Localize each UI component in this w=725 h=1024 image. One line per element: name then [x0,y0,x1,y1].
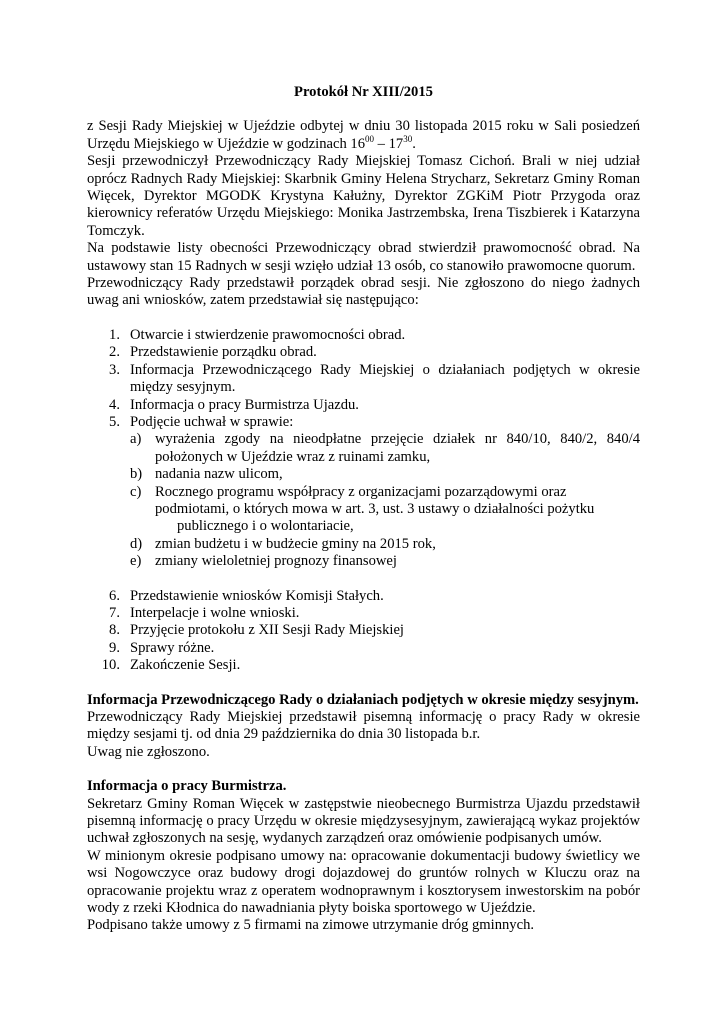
resolution-sublist [130,431,640,570]
agenda-number: 9. [109,639,120,656]
agenda-text: Przyjęcie protokołu z XII Sesji Rady Miejskiej [130,622,404,639]
sublist-text: Rocznego programu współpracy z organizacjami pozarządowymi oraz [155,483,567,500]
agenda-item [87,397,640,414]
agenda-text: Informacja o pracy Burmistrza Ujazdu. [130,396,359,413]
section-heading: Informacja Przewodniczącego Rady o działaniach podjętych w okresie między sesyjnym. [87,691,639,708]
sublist-text: wyrażenia zgody na nieodpłatne przejęcie działek nr 840/10, 840/2, 840/4 położonych w Ujeździe wraz z ruinami zamku, [155,431,640,465]
agenda-number: 4. [109,396,120,413]
sublist-text: zmian budżetu i w budżecie gminy na 2015 rok, [155,535,436,552]
sublist-item [130,536,640,553]
sublist-item [130,431,640,466]
agenda-number: 8. [109,622,120,639]
agenda-text: Przedstawienie porządku obrad. [130,344,317,361]
sublist-item [130,553,640,570]
agenda-item [87,362,640,397]
sublist-text: zmiany wieloletniej prognozy finansowej [155,553,397,570]
agenda-number: 10. [101,657,120,674]
agenda-text: Zakończenie Sesji. [130,657,241,674]
agenda-number: 6. [109,587,120,604]
agenda-item [87,344,640,361]
sublist-letter: d) [130,535,143,552]
sublist-text: nadania nazw ulicom, [155,466,283,483]
mayor-report-section [87,778,640,935]
sublist-letter: c) [130,483,142,500]
agenda-item [87,622,640,639]
intro-paragraph-2: Sesji przewodniczył Przewodniczący Rady Miejskiej Tomasz Cichoń. Brali w niej udział oprócz Radnych Rady Miejskiej: Skarbnik Gminy Helena Strycharz, Sekretarz Gminy Roman Więcek, Dyrektor MGODK Krystyna Kałużny, Dyrektor ZGKiM Piotr Przygoda oraz kierownicy referatów Urzędu Miejskiego: Monika Jastrzembska, Irena Tiszbierek i Katarzyna Tomczyk. [87,153,640,239]
agenda-text: Interpelacje i wolne wnioski. [130,604,300,621]
agenda-item [87,657,640,674]
agenda-number: 3. [109,361,120,378]
section-paragraph: Uwag nie zgłoszono. [87,743,210,760]
intro-paragraph-1 [87,118,640,153]
sublist-item [130,484,640,536]
agenda-item [87,640,640,657]
document-title: Protokół Nr XIII/2015 [294,84,433,100]
agenda-text: Informacja Przewodniczącego Rady Miejskiej o działaniach podjętych w okresie między sesyjnym. [130,361,640,396]
section-paragraph: Podpisano także umowy z 5 firmami na zimowe utrzymanie dróg gminnych. [87,917,535,934]
section-paragraph: W minionym okresie podpisano umowy na: opracowanie dokumentacji budowy świetlicy we wsi Nogowczyce oraz budowy drogi dojazdowej do gruntów rolnych w Kluczu oraz na opracowanie projektu wraz z operatem wodnoprawnym i kosztorysem inwestorskim na pobór wody z rzeki Kłodnica do nawadniania płyty boiska sportowego w Ujeździe. [87,847,640,917]
sublist-item [130,466,640,483]
section-paragraph: Sekretarz Gminy Roman Więcek w zastępstwie nieobecnego Burmistrza Ujazdu przedstawił pisemną informację o pracy Urzędu w okresie międzysesyjnym, zawierającą wykaz projektów uchwał zgłoszonych na sesję, wydanych zarządzeń oraz omówienie podpisanych umów. [87,795,640,847]
time-end-minutes: 30 [403,133,413,144]
agenda-text: Sprawy różne. [130,639,215,656]
intro-text: – 17 [374,135,404,152]
document-page [87,84,640,935]
agenda-number: 5. [109,413,120,430]
sublist-letter: e) [130,553,142,570]
chairman-report-section [87,692,640,762]
agenda-item [87,414,640,571]
intro-paragraph-4: Przewodniczący Rady przedstawił porządek obrad sesji. Nie zgłoszono do niego żadnych uwag ani wniosków, zatem przedstawiał się następująco: [87,275,640,309]
sublist-letter: a) [130,431,142,448]
sublist-letter: b) [130,466,143,483]
agenda-number: 7. [109,604,120,621]
agenda-item [87,605,640,622]
sublist-text: publicznego i o wolontariacie, [177,518,354,535]
agenda-item [87,327,640,344]
section-paragraph: Przewodniczący Rady Miejskiej przedstawił pisemną informację o pracy Rady w okresie między sesjami tj. od dnia 29 października do dnia 30 listopada b.r. [87,709,640,743]
section-heading: Informacja o pracy Burmistrza. [87,778,287,795]
intro-text: z Sesji Rady Miejskiej w Ujeździe odbytej w dniu 30 listopada 2015 roku w Sali posiedzeń Urzędu Miejskiego w Ujeździe w godzinach 16 [87,118,640,152]
agenda-text: Podjęcie uchwał w sprawie: [130,413,294,430]
time-start-minutes: 00 [365,133,375,144]
agenda-number: 1. [109,326,120,343]
intro-paragraph-3: Na podstawie listy obecności Przewodniczący obrad stwierdził prawomocność obrad. Na ustawowy stan 15 Radnych w sesji wzięło udział 13 osób, co stanowiło prawomocne quorum. [87,240,640,274]
agenda-text: Otwarcie i stwierdzenie prawomocności obrad. [130,326,406,343]
intro-text: . [412,135,416,152]
agenda-text: Przedstawienie wniosków Komisji Stałych. [130,587,384,604]
agenda-number: 2. [109,344,120,361]
agenda-list [87,327,640,675]
sublist-text: podmiotami, o których mowa w art. 3, ust. 3 ustawy o działalności pożytku [155,500,595,517]
agenda-item [87,588,640,605]
